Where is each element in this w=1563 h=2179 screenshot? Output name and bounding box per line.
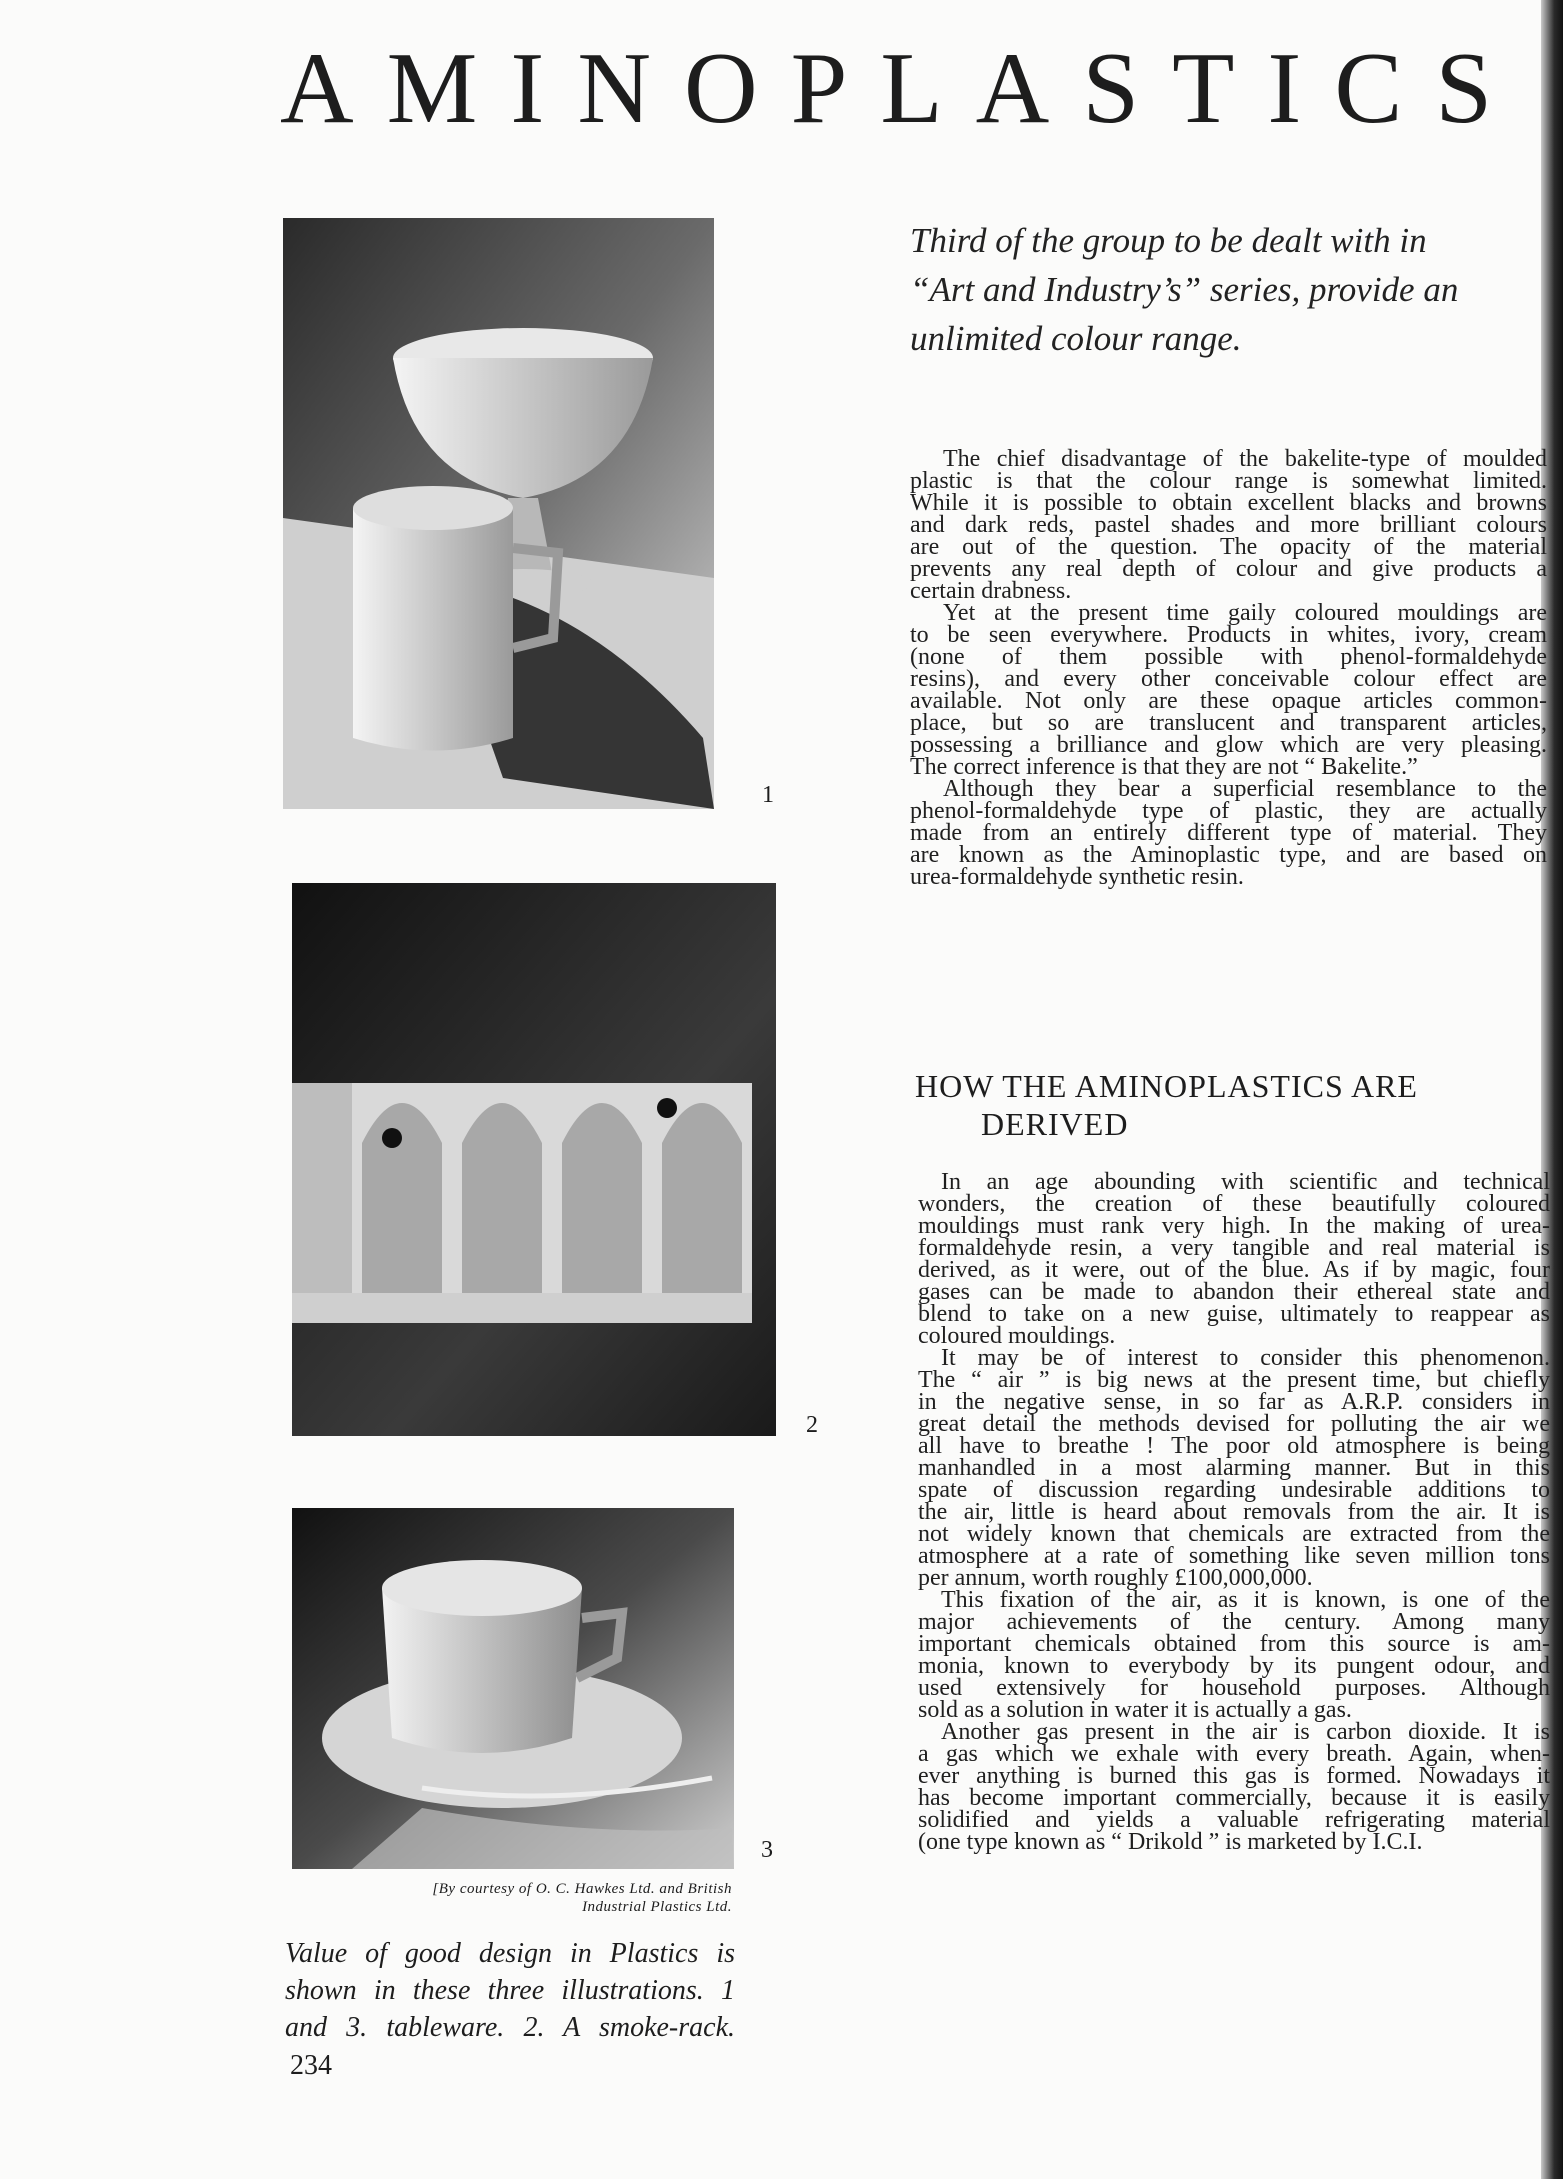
text-line: solidified and yields a valuable refrigerating material bbox=[918, 1807, 1550, 1833]
heading-line: HOW THE AMINOPLASTICS ARE bbox=[915, 1068, 1418, 1104]
text-line: ever anything is burned this gas is formed. Nowadays it bbox=[918, 1763, 1550, 1789]
text-line: The chief disadvantage of the bakelite-type of moulded bbox=[943, 446, 1547, 472]
figure-number: 2 bbox=[806, 1412, 818, 1438]
caption-line: Value of good design in Plastics is bbox=[285, 1938, 735, 1969]
credit-line: Industrial Plastics Ltd. bbox=[582, 1899, 732, 1915]
text-line: great detail the methods devised for polluting the air we bbox=[918, 1411, 1550, 1437]
standfirst-line: “Art and Industry’s” series, provide an bbox=[910, 270, 1459, 309]
text-line: spate of discussion regarding undesirable additions to bbox=[918, 1477, 1550, 1503]
text-line: the air, little is heard about removals from the air. It is bbox=[918, 1499, 1550, 1525]
paragraph bbox=[910, 602, 1547, 778]
text-line: a gas which we exhale with every breath. Again, when- bbox=[918, 1741, 1550, 1767]
text-line: in the negative sense, in so far as A.R.P. considers in bbox=[918, 1389, 1550, 1415]
text-line: are out of the question. The opacity of the material bbox=[910, 534, 1547, 560]
text-line: (none of them possible with phenol-formaldehyde bbox=[910, 644, 1547, 670]
text-line: In an age abounding with scientific and technical bbox=[941, 1169, 1550, 1195]
text-line: (one type known as “ Drikold ” is marketed by I.C.I. bbox=[918, 1829, 1423, 1855]
text-line: resins), and every other conceivable colour effect are bbox=[910, 666, 1547, 692]
figure-number: 1 bbox=[762, 782, 774, 808]
section-heading bbox=[915, 1067, 1545, 1143]
text-line: manhandled in a most alarming manner. But in this bbox=[918, 1455, 1550, 1481]
text-line: place, but so are translucent and transparent articles, bbox=[910, 710, 1547, 736]
standfirst-line: Third of the group to be dealt with in bbox=[910, 221, 1427, 260]
text-line: made from an entirely different type of material. They bbox=[910, 820, 1547, 846]
text-line: formaldehyde resin, a very tangible and real material is bbox=[918, 1235, 1550, 1261]
text-line: phenol-formaldehyde type of plastic, they are actually bbox=[910, 798, 1547, 824]
text-line: has become important commercially, because it is easily bbox=[918, 1785, 1550, 1811]
text-line: prevents any real depth of colour and give products a bbox=[910, 556, 1547, 582]
text-line: major achievements of the century. Among many bbox=[918, 1609, 1550, 1635]
text-line: Although they bear a superficial resemblance to the bbox=[943, 776, 1547, 802]
paragraph bbox=[910, 778, 1547, 888]
text-line: blend to take on a new guise, ultimately to reappear as bbox=[918, 1301, 1550, 1327]
paragraph bbox=[918, 1171, 1550, 1347]
credit-line: [By courtesy of O. C. Hawkes Ltd. and British bbox=[432, 1881, 732, 1897]
text-line: While it is possible to obtain excellent blacks and browns bbox=[910, 490, 1547, 516]
text-line: possessing a brilliance and glow which are very pleasing. bbox=[910, 732, 1547, 758]
standfirst bbox=[910, 216, 1540, 363]
text-line: Yet at the present time gaily coloured mouldings are bbox=[943, 600, 1547, 626]
caption-line: shown in these three illustrations. 1 bbox=[285, 1975, 735, 2006]
text-line: The “ air ” is big news at the present time, but chiefly bbox=[918, 1367, 1550, 1393]
text-line: urea-formaldehyde synthetic resin. bbox=[910, 864, 1244, 890]
text-line: to be seen everywhere. Products in whites, ivory, cream bbox=[910, 622, 1547, 648]
heading-line: DERIVED bbox=[981, 1106, 1129, 1142]
text-line: atmosphere at a rate of something like seven million tons bbox=[918, 1543, 1550, 1569]
photo-credit bbox=[290, 1880, 732, 1916]
text-line: and dark reds, pastel shades and more brilliant colours bbox=[910, 512, 1547, 538]
section-text bbox=[918, 1171, 1550, 1853]
caption-line: and 3. tableware. 2. A smoke-rack. bbox=[285, 2012, 735, 2043]
text-line: The correct inference is that they are not “ Bakelite.” bbox=[910, 754, 1418, 780]
text-line: monia, known to everybody by its pungent odour, and bbox=[918, 1653, 1550, 1679]
text-line: Another gas present in the air is carbon dioxide. It is bbox=[941, 1719, 1550, 1745]
page-title: AMINOPLASTICS bbox=[280, 32, 1526, 145]
page-number: 234 bbox=[290, 2050, 332, 2081]
photo-smoke-rack bbox=[292, 883, 776, 1436]
text-line: It may be of interest to consider this phenomenon. bbox=[941, 1345, 1550, 1371]
paragraph bbox=[918, 1589, 1550, 1721]
text-line: used extensively for household purposes. Although bbox=[918, 1675, 1550, 1701]
figure-caption bbox=[285, 1935, 735, 2046]
text-line: important chemicals obtained from this source is am- bbox=[918, 1631, 1550, 1657]
text-line: all have to breathe ! The poor old atmosphere is being bbox=[918, 1433, 1550, 1459]
photo-cup-and-bowl bbox=[283, 218, 714, 809]
text-line: coloured mouldings. bbox=[918, 1323, 1116, 1349]
paragraph bbox=[918, 1347, 1550, 1589]
standfirst-line: unlimited colour range. bbox=[910, 319, 1242, 358]
paragraph bbox=[918, 1721, 1550, 1853]
text-line: sold as a solution in water it is actually a gas. bbox=[918, 1697, 1352, 1723]
text-line: per annum, worth roughly £100,000,000. bbox=[918, 1565, 1313, 1591]
text-line: gases can be made to abandon their ethereal state and bbox=[918, 1279, 1550, 1305]
text-line: plastic is that the colour range is somewhat limited. bbox=[910, 468, 1547, 494]
figure-number: 3 bbox=[761, 1837, 773, 1863]
paragraph bbox=[910, 448, 1547, 602]
intro-text bbox=[910, 448, 1547, 888]
text-line: This fixation of the air, as it is known, is one of the bbox=[941, 1587, 1550, 1613]
text-line: are known as the Aminoplastic type, and are based on bbox=[910, 842, 1547, 868]
text-line: derived, as it were, out of the blue. As if by magic, four bbox=[918, 1257, 1550, 1283]
text-line: mouldings must rank very high. In the making of urea- bbox=[918, 1213, 1550, 1239]
photo-cup-and-saucer bbox=[292, 1508, 734, 1869]
text-line: wonders, the creation of these beautifully coloured bbox=[918, 1191, 1550, 1217]
text-line: available. Not only are these opaque articles common- bbox=[910, 688, 1547, 714]
text-line: certain drabness. bbox=[910, 578, 1072, 604]
text-line: not widely known that chemicals are extracted from the bbox=[918, 1521, 1550, 1547]
